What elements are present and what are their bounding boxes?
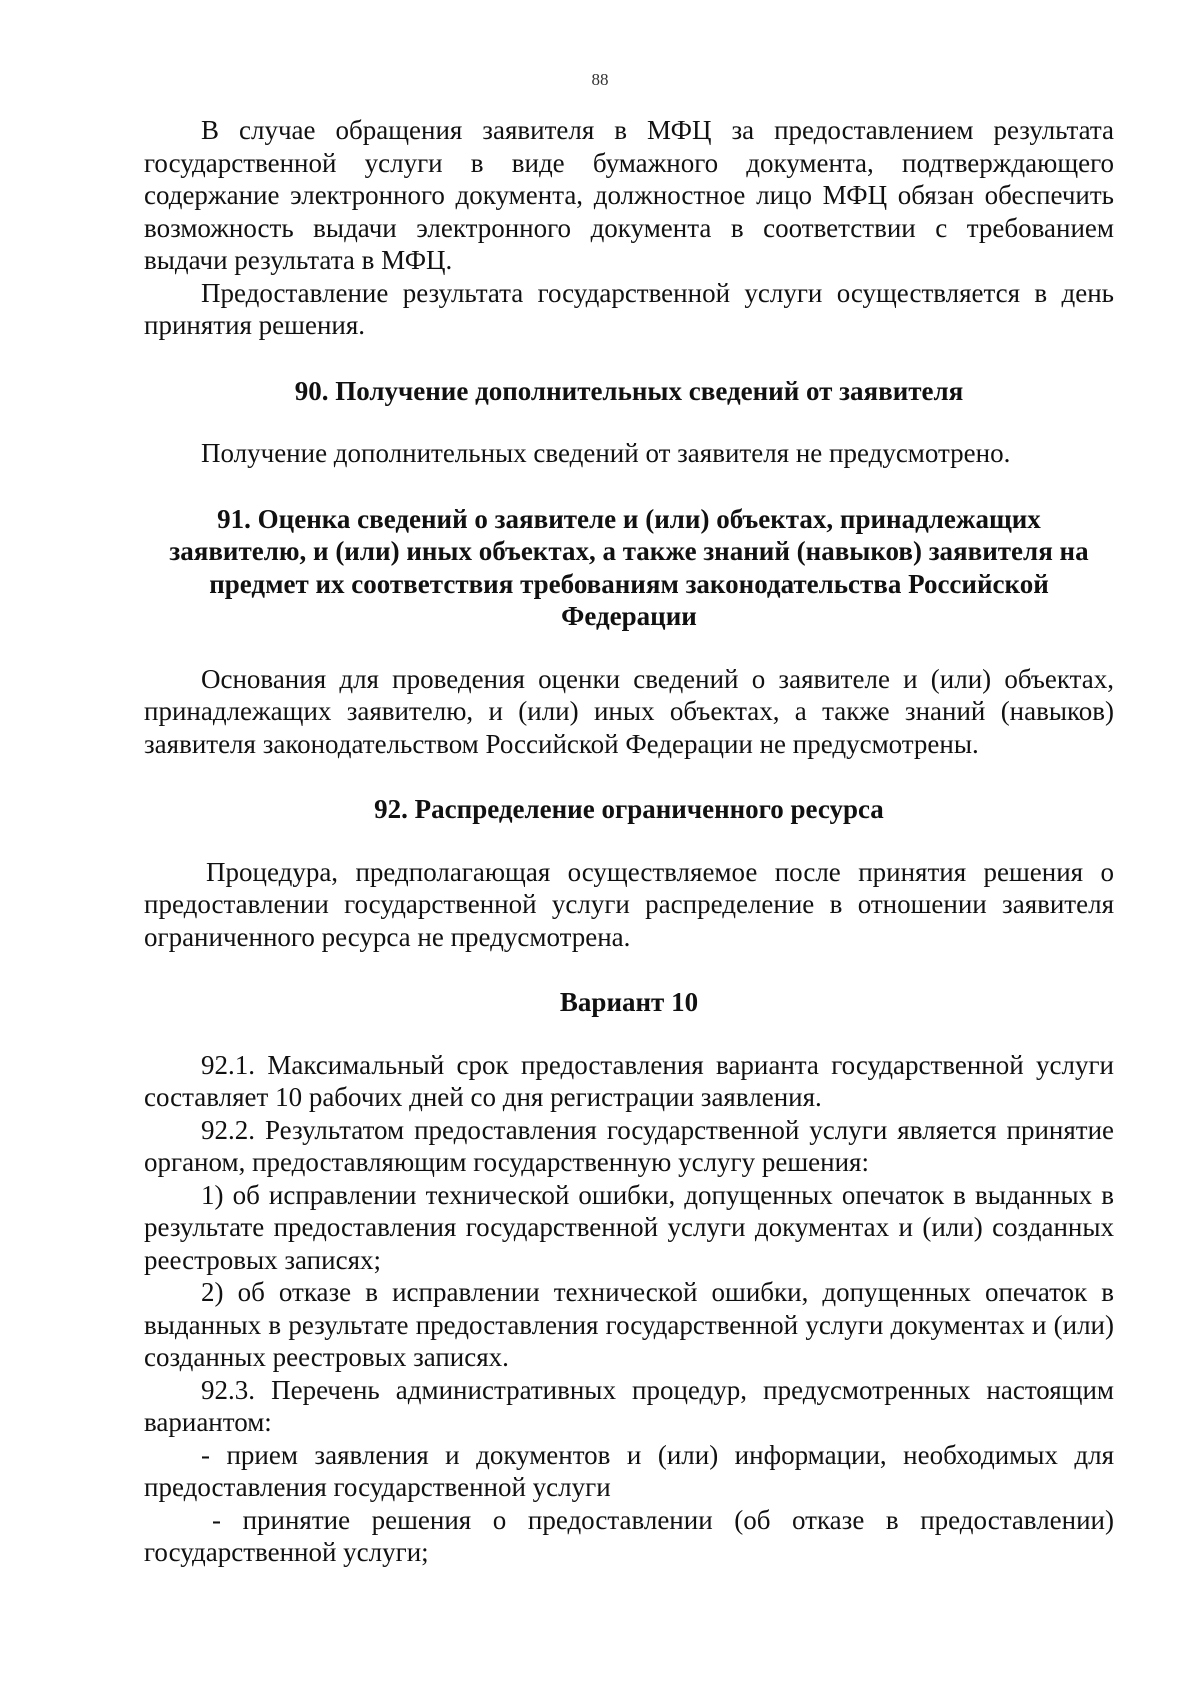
heading-section-91-line: Федерации	[561, 601, 697, 631]
page-number: 88	[591, 70, 609, 89]
heading-section-91	[144, 503, 1114, 633]
list-item-decision: - принятие решения о предоставлении (об отказе в предоставлении) государственной услуги;	[144, 1504, 1114, 1567]
heading-section-91-line: предмет их соответствия требованиям законодательства Российской	[209, 568, 1049, 599]
heading-section-91-line: заявителю, и (или) иных объектах, а также знаний (навыков) заявителя на	[169, 536, 1089, 566]
paragraph-92-1: 92.1. Максимальный срок предоставления варианта государственной услуги составляет 10 рабочих дней со дня регистрации заявления.	[144, 1049, 1114, 1112]
paragraph-92-3: 92.3. Перечень административных процедур, предусмотренных настоящим вариантом:	[144, 1374, 1114, 1437]
list-item-refusal: 2) об отказе в исправлении технической ошибки, допущенных опечаток в выданных в результате предоставления государственной услуги документах и (или) созданных реестровых записях.	[144, 1277, 1114, 1372]
heading-variant-10: Вариант 10	[559, 987, 699, 1017]
heading-section-91-line: 91. Оценка сведений о заявителе и (или) объектах, принадлежащих	[217, 503, 1041, 534]
paragraph-additional-info: Получение дополнительных сведений от заявителя не предусмотрено.	[201, 438, 1011, 468]
document-body	[144, 114, 1114, 1569]
paragraph-limited-resource: Процедура, предполагающая осуществляемое после принятия решения о предоставлении государственной услуги распределение в отношении заявителя ограниченного ресурса не предусмотрена.	[144, 856, 1114, 952]
list-item-intake: - прием заявления и документов и (или) информации, необходимых для предоставления государственной услуги	[144, 1439, 1114, 1502]
paragraph-mfc-result: В случае обращения заявителя в МФЦ за предоставлением результата государственной услуги в виде бумажного документа, подтверждающего содержание электронного документа, должностное лицо МФЦ обязан обеспечить возможность выдачи электронного документа в соответствии с требованием выдачи результата в МФЦ.	[144, 115, 1114, 275]
paragraph-result-day: Предоставление результата государственной услуги осуществляется в день принятия решения.	[144, 277, 1114, 340]
heading-section-90: 90. Получение дополнительных сведений от заявителя	[294, 375, 964, 406]
paragraph-assessment-grounds: Основания для проведения оценки сведений о заявителе и (или) объектах, принадлежащих заявителю, и (или) иных объектах, а также знаний (навыков) заявителя законодательством Российской Федерации не предусмотрены.	[144, 663, 1114, 759]
paragraph-92-2: 92.2. Результатом предоставления государственной услуги является принятие органом, предоставляющим государственную услугу решения:	[144, 1114, 1114, 1177]
heading-section-92: 92. Распределение ограниченного ресурса	[374, 794, 884, 824]
list-item-correction: 1) об исправлении технической ошибки, допущенных опечаток в выданных в результате предоставления государственной услуги документах и (или) созданных реестровых записях;	[144, 1179, 1114, 1275]
